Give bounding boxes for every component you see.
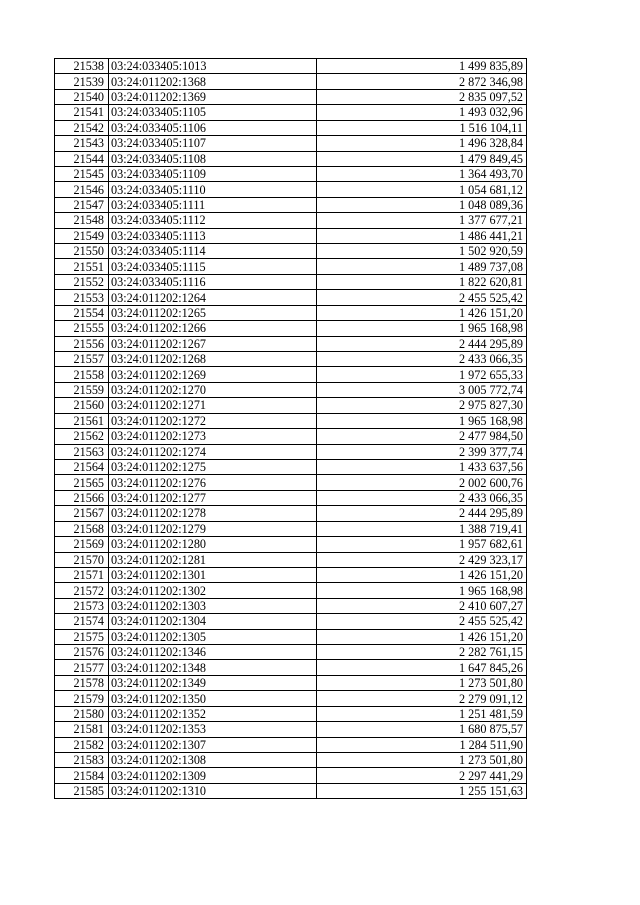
row-number-cell: 21576 [55, 645, 109, 660]
row-number-cell: 21561 [55, 413, 109, 428]
cadastral-number-cell: 03:24:011202:1264 [109, 290, 317, 305]
row-number-cell: 21541 [55, 105, 109, 120]
cadastral-number-cell: 03:24:033405:1112 [109, 213, 317, 228]
cadastral-number-cell: 03:24:011202:1310 [109, 783, 317, 798]
cadastral-value-cell: 2 975 827,30 [317, 398, 527, 413]
table-row [55, 244, 527, 259]
cadastral-number-cell: 03:24:033405:1114 [109, 244, 317, 259]
row-number-cell: 21563 [55, 444, 109, 459]
row-number-cell: 21550 [55, 244, 109, 259]
cadastral-value-cell: 1 972 655,33 [317, 367, 527, 382]
cadastral-value-cell: 1 273 501,80 [317, 752, 527, 767]
cadastral-value-cell: 1 388 719,41 [317, 521, 527, 536]
cadastral-value-cell: 3 005 772,74 [317, 382, 527, 397]
table-row [55, 583, 527, 598]
table-row [55, 213, 527, 228]
table-row [55, 506, 527, 521]
cadastral-value-cell: 1 054 681,12 [317, 182, 527, 197]
cadastral-number-cell: 03:24:011202:1353 [109, 722, 317, 737]
cadastral-number-cell: 03:24:011202:1271 [109, 398, 317, 413]
cadastral-value-cell: 1 364 493,70 [317, 166, 527, 181]
row-number-cell: 21559 [55, 382, 109, 397]
table-row [55, 197, 527, 212]
cadastral-value-cell: 1 516 104,11 [317, 120, 527, 135]
cadastral-number-cell: 03:24:011202:1278 [109, 506, 317, 521]
row-number-cell: 21571 [55, 567, 109, 582]
row-number-cell: 21540 [55, 89, 109, 104]
cadastral-number-cell: 03:24:033405:1105 [109, 105, 317, 120]
cadastral-value-cell: 1 426 151,20 [317, 567, 527, 582]
cadastral-number-cell: 03:24:011202:1302 [109, 583, 317, 598]
table-row [55, 783, 527, 798]
cadastral-number-cell: 03:24:011202:1350 [109, 691, 317, 706]
table-row [55, 444, 527, 459]
row-number-cell: 21572 [55, 583, 109, 598]
cadastral-number-cell: 03:24:011202:1265 [109, 305, 317, 320]
row-number-cell: 21556 [55, 336, 109, 351]
table-row [55, 259, 527, 274]
table-row [55, 89, 527, 104]
cadastral-value-cell: 2 455 525,42 [317, 614, 527, 629]
cadastral-value-cell: 1 957 682,61 [317, 537, 527, 552]
cadastral-number-cell: 03:24:011202:1301 [109, 567, 317, 582]
cadastral-number-cell: 03:24:011202:1281 [109, 552, 317, 567]
row-number-cell: 21560 [55, 398, 109, 413]
table-row [55, 768, 527, 783]
cadastral-value-cell: 2 297 441,29 [317, 768, 527, 783]
row-number-cell: 21574 [55, 614, 109, 629]
row-number-cell: 21562 [55, 429, 109, 444]
table-row [55, 675, 527, 690]
row-number-cell: 21577 [55, 660, 109, 675]
table-row [55, 398, 527, 413]
row-number-cell: 21539 [55, 74, 109, 89]
table-row [55, 59, 527, 74]
row-number-cell: 21551 [55, 259, 109, 274]
cadastral-number-cell: 03:24:033405:1111 [109, 197, 317, 212]
row-number-cell: 21580 [55, 706, 109, 721]
cadastral-number-cell: 03:24:011202:1307 [109, 737, 317, 752]
cadastral-value-cell: 1 822 620,81 [317, 274, 527, 289]
row-number-cell: 21570 [55, 552, 109, 567]
table-row [55, 706, 527, 721]
cadastral-number-cell: 03:24:011202:1275 [109, 459, 317, 474]
cadastral-value-cell: 1 377 677,21 [317, 213, 527, 228]
cadastral-number-cell: 03:24:011202:1272 [109, 413, 317, 428]
cadastral-value-cell: 1 493 032,96 [317, 105, 527, 120]
table-row [55, 136, 527, 151]
cadastral-value-cell: 1 965 168,98 [317, 321, 527, 336]
cadastral-value-cell: 2 444 295,89 [317, 336, 527, 351]
row-number-cell: 21546 [55, 182, 109, 197]
cadastral-value-cell: 1 489 737,08 [317, 259, 527, 274]
table-row [55, 352, 527, 367]
table-row [55, 598, 527, 613]
cadastral-number-cell: 03:24:033405:1113 [109, 228, 317, 243]
table-row [55, 182, 527, 197]
cadastral-value-cell: 2 399 377,74 [317, 444, 527, 459]
table-row [55, 521, 527, 536]
table-row [55, 367, 527, 382]
cadastral-value-cell: 1 486 441,21 [317, 228, 527, 243]
cadastral-value-cell: 1 284 511,90 [317, 737, 527, 752]
table-row [55, 429, 527, 444]
table-row [55, 629, 527, 644]
cadastral-value-cell: 1 965 168,98 [317, 413, 527, 428]
table-row [55, 737, 527, 752]
cadastral-number-cell: 03:24:011202:1305 [109, 629, 317, 644]
cadastral-value-cell: 1 048 089,36 [317, 197, 527, 212]
cadastral-number-cell: 03:24:033405:1107 [109, 136, 317, 151]
cadastral-number-cell: 03:24:011202:1309 [109, 768, 317, 783]
cadastral-value-table [54, 58, 527, 799]
table-row [55, 166, 527, 181]
cadastral-value-cell: 1 433 637,56 [317, 459, 527, 474]
cadastral-number-cell: 03:24:011202:1308 [109, 752, 317, 767]
row-number-cell: 21543 [55, 136, 109, 151]
cadastral-number-cell: 03:24:011202:1303 [109, 598, 317, 613]
cadastral-number-cell: 03:24:011202:1270 [109, 382, 317, 397]
table-row [55, 321, 527, 336]
table-row [55, 567, 527, 582]
cadastral-number-cell: 03:24:011202:1269 [109, 367, 317, 382]
row-number-cell: 21549 [55, 228, 109, 243]
cadastral-value-cell: 2 455 525,42 [317, 290, 527, 305]
cadastral-value-cell: 1 426 151,20 [317, 305, 527, 320]
table-row [55, 552, 527, 567]
cadastral-number-cell: 03:24:011202:1349 [109, 675, 317, 690]
cadastral-value-cell: 2 279 091,12 [317, 691, 527, 706]
row-number-cell: 21565 [55, 475, 109, 490]
cadastral-number-cell: 03:24:011202:1267 [109, 336, 317, 351]
cadastral-number-cell: 03:24:033405:1106 [109, 120, 317, 135]
table-row [55, 475, 527, 490]
cadastral-number-cell: 03:24:033405:1013 [109, 59, 317, 74]
row-number-cell: 21544 [55, 151, 109, 166]
cadastral-number-cell: 03:24:011202:1346 [109, 645, 317, 660]
row-number-cell: 21568 [55, 521, 109, 536]
cadastral-value-cell: 1 647 845,26 [317, 660, 527, 675]
row-number-cell: 21579 [55, 691, 109, 706]
row-number-cell: 21585 [55, 783, 109, 798]
row-number-cell: 21564 [55, 459, 109, 474]
cadastral-number-cell: 03:24:011202:1304 [109, 614, 317, 629]
table-row [55, 228, 527, 243]
cadastral-number-cell: 03:24:011202:1348 [109, 660, 317, 675]
row-number-cell: 21545 [55, 166, 109, 181]
row-number-cell: 21557 [55, 352, 109, 367]
cadastral-value-cell: 1 965 168,98 [317, 583, 527, 598]
row-number-cell: 21547 [55, 197, 109, 212]
cadastral-number-cell: 03:24:011202:1266 [109, 321, 317, 336]
table-body [55, 59, 527, 799]
row-number-cell: 21582 [55, 737, 109, 752]
cadastral-value-cell: 1 251 481,59 [317, 706, 527, 721]
row-number-cell: 21538 [55, 59, 109, 74]
row-number-cell: 21555 [55, 321, 109, 336]
row-number-cell: 21558 [55, 367, 109, 382]
cadastral-value-cell: 1 273 501,80 [317, 675, 527, 690]
table-row [55, 290, 527, 305]
table-row [55, 490, 527, 505]
cadastral-number-cell: 03:24:033405:1109 [109, 166, 317, 181]
table-row [55, 614, 527, 629]
cadastral-value-cell: 2 410 607,27 [317, 598, 527, 613]
cadastral-number-cell: 03:24:011202:1280 [109, 537, 317, 552]
table-row [55, 274, 527, 289]
cadastral-number-cell: 03:24:011202:1277 [109, 490, 317, 505]
table-row [55, 74, 527, 89]
row-number-cell: 21567 [55, 506, 109, 521]
row-number-cell: 21581 [55, 722, 109, 737]
cadastral-value-cell: 1 255 151,63 [317, 783, 527, 798]
cadastral-number-cell: 03:24:011202:1273 [109, 429, 317, 444]
table-row [55, 382, 527, 397]
cadastral-number-cell: 03:24:033405:1108 [109, 151, 317, 166]
cadastral-number-cell: 03:24:011202:1368 [109, 74, 317, 89]
cadastral-number-cell: 03:24:033405:1116 [109, 274, 317, 289]
row-number-cell: 21552 [55, 274, 109, 289]
row-number-cell: 21566 [55, 490, 109, 505]
cadastral-value-cell: 1 479 849,45 [317, 151, 527, 166]
table-row [55, 691, 527, 706]
row-number-cell: 21554 [55, 305, 109, 320]
cadastral-number-cell: 03:24:033405:1110 [109, 182, 317, 197]
cadastral-number-cell: 03:24:011202:1276 [109, 475, 317, 490]
table-row [55, 336, 527, 351]
cadastral-value-cell: 1 499 835,89 [317, 59, 527, 74]
cadastral-value-cell: 1 496 328,84 [317, 136, 527, 151]
table-row [55, 151, 527, 166]
cadastral-value-cell: 1 426 151,20 [317, 629, 527, 644]
cadastral-value-cell: 2 433 066,35 [317, 490, 527, 505]
cadastral-value-cell: 2 477 984,50 [317, 429, 527, 444]
cadastral-value-cell: 1 502 920,59 [317, 244, 527, 259]
cadastral-value-cell: 2 002 600,76 [317, 475, 527, 490]
table-row [55, 413, 527, 428]
table-row [55, 660, 527, 675]
table-row [55, 752, 527, 767]
row-number-cell: 21553 [55, 290, 109, 305]
table-row [55, 305, 527, 320]
row-number-cell: 21583 [55, 752, 109, 767]
table-row [55, 537, 527, 552]
cadastral-value-cell: 2 429 323,17 [317, 552, 527, 567]
cadastral-number-cell: 03:24:033405:1115 [109, 259, 317, 274]
cadastral-value-cell: 2 872 346,98 [317, 74, 527, 89]
cadastral-value-cell: 1 680 875,57 [317, 722, 527, 737]
row-number-cell: 21548 [55, 213, 109, 228]
row-number-cell: 21542 [55, 120, 109, 135]
row-number-cell: 21569 [55, 537, 109, 552]
cadastral-number-cell: 03:24:011202:1279 [109, 521, 317, 536]
cadastral-value-cell: 2 282 761,15 [317, 645, 527, 660]
table-row [55, 105, 527, 120]
cadastral-number-cell: 03:24:011202:1274 [109, 444, 317, 459]
table-row [55, 645, 527, 660]
row-number-cell: 21584 [55, 768, 109, 783]
table-row [55, 459, 527, 474]
row-number-cell: 21575 [55, 629, 109, 644]
table-row [55, 722, 527, 737]
table-row [55, 120, 527, 135]
cadastral-value-cell: 2 444 295,89 [317, 506, 527, 521]
row-number-cell: 21573 [55, 598, 109, 613]
row-number-cell: 21578 [55, 675, 109, 690]
cadastral-value-cell: 2 835 097,52 [317, 89, 527, 104]
cadastral-number-cell: 03:24:011202:1352 [109, 706, 317, 721]
cadastral-number-cell: 03:24:011202:1268 [109, 352, 317, 367]
cadastral-value-cell: 2 433 066,35 [317, 352, 527, 367]
cadastral-number-cell: 03:24:011202:1369 [109, 89, 317, 104]
